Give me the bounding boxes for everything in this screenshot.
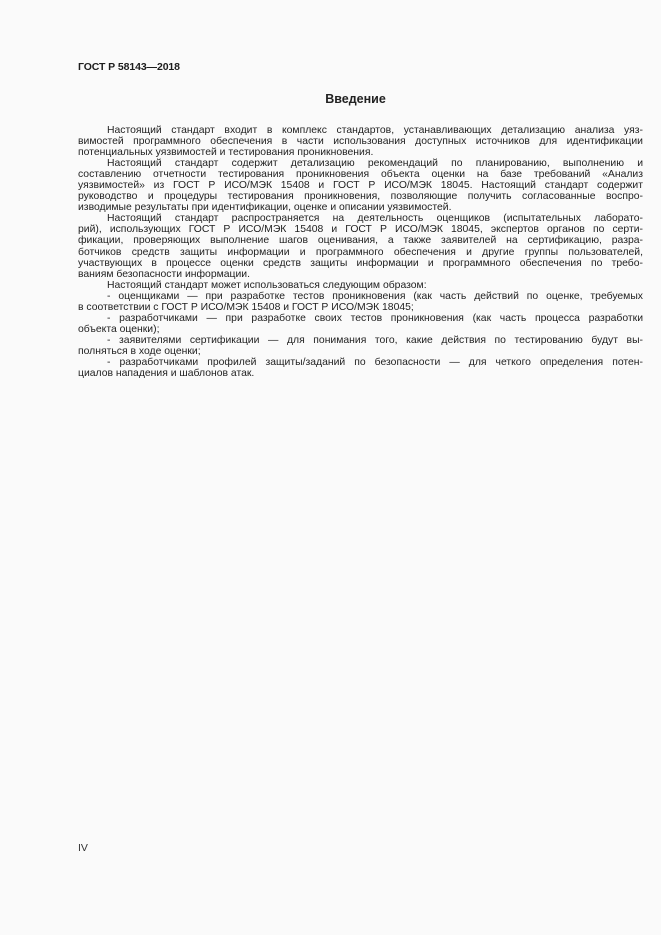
text-line: Настоящий стандарт распространяется на деятельность оценщиков (испытательных лаборато- — [107, 213, 643, 225]
text-line: - оценщиками — при разработке тестов проникновения (как часть действий по оценке, требуемых — [107, 290, 643, 302]
list-item — [78, 357, 643, 379]
text-line: циалов нападения и шаблонов атак. — [78, 368, 255, 380]
text-line: ваниям безопасности информации. — [78, 268, 250, 280]
text-line: рий), использующих ГОСТ Р ИСО/МЭК 15408 и ГОСТ Р ИСО/МЭК 18045, экспертов органов по серти- — [78, 224, 643, 236]
list-item — [78, 335, 643, 357]
text-line: Настоящий стандарт может использоваться следующим образом: — [107, 279, 427, 291]
text-line: - заявителями сертификации — для понимания того, какие действия по тестированию будут вы- — [107, 334, 643, 346]
text-line: руководство и процедуры тестирования проникновения, позволяющие получить согласованные воспро- — [78, 191, 643, 203]
text-line: участвующих в процессе оценки средств защиты информации и программного обеспечения по требо- — [78, 257, 643, 269]
text-line: - разработчиками — при разработке своих тестов проникновения (как часть процесса разработки — [107, 312, 643, 324]
document-header: ГОСТ Р 58143—2018 — [78, 61, 180, 73]
text-line: составлению отчетности тестирования проникновения объекта оценки на базе требований «Анализ — [78, 169, 643, 181]
text-line: в соответствии с ГОСТ Р ИСО/МЭК 15408 и ГОСТ Р ИСО/МЭК 18045; — [78, 301, 414, 313]
paragraph — [78, 280, 643, 291]
text-line: объекта оценки); — [78, 323, 160, 335]
text-line: потенциальных уязвимостей и тестирования проникновения. — [78, 147, 374, 159]
paragraph — [78, 213, 643, 279]
list-item — [78, 291, 643, 313]
section-title: Введение — [325, 92, 386, 106]
text-line: изводимые результаты при идентификации, оценке и описании уязвимостей. — [78, 202, 452, 214]
text-line: Настоящий стандарт содержит детализацию рекомендаций по планированию, выполнению и — [107, 158, 643, 170]
text-line: - разработчиками профилей защиты/заданий по безопасности — для четкого определения потен- — [107, 356, 643, 368]
body-text — [78, 125, 643, 379]
paragraph — [78, 158, 643, 213]
text-line: ботчиков средств защиты информации и программного обеспечения и другие группы пользователей, — [78, 246, 643, 258]
page-number: IV — [78, 842, 88, 854]
paragraph — [78, 125, 643, 158]
text-line: Настоящий стандарт входит в комплекс стандартов, устанавливающих детализацию анализа уяз- — [107, 125, 643, 136]
list-item — [78, 313, 643, 335]
text-line: вимостей программного обеспечения в части использования доступных источников для идентификации — [78, 136, 643, 148]
text-line: полняться в ходе оценки; — [78, 345, 201, 357]
text-line: фикации, проверяющих выполнение шагов оценивания, а также заявителей на сертификацию, разра- — [78, 235, 643, 247]
text-line: уязвимостей» из ГОСТ Р ИСО/МЭК 15408 и ГОСТ Р ИСО/МЭК 18045. Настоящий стандарт содержит — [78, 180, 643, 192]
